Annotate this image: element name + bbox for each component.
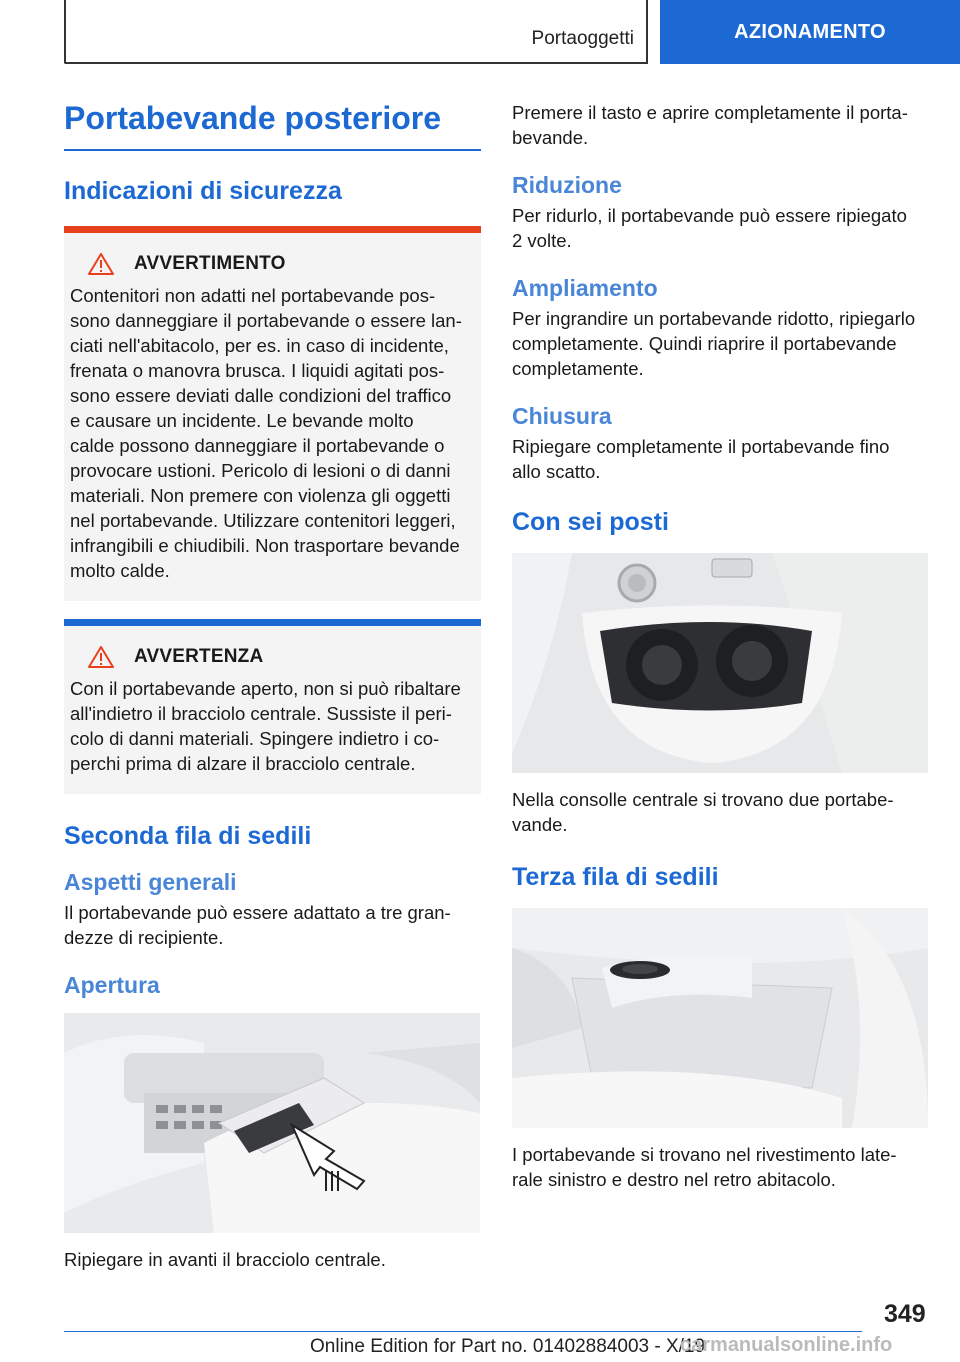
warning-line: frenata o manovra brusca. I liquidi agitati pos- [70, 360, 445, 381]
third-row-heading: Terza fila di sedili [512, 863, 719, 891]
body-line: Ripiegare completamente il portabevande fino [512, 436, 890, 457]
warning-line: e causare un incidente. Le bevande molto [70, 410, 414, 431]
expand-heading: Ampliamento [512, 275, 658, 301]
warning-line: ciati nell'abitacolo, per es. in caso di incidente, [70, 335, 449, 356]
warning-triangle-icon [88, 646, 114, 668]
body-line: Per ingrandire un portabevande ridotto, ripiegarlo [512, 308, 916, 329]
header-chapter-tab[interactable]: AZIONAMENTO [660, 0, 960, 64]
close-heading: Chiusura [512, 403, 612, 429]
page-title: Portabevande posteriore [64, 100, 481, 151]
six-seats-heading: Con sei posti [512, 508, 669, 536]
warning-line: infrangibili e chiudibili. Non trasportare bevande [70, 535, 460, 556]
body-line: completamente. [512, 358, 644, 379]
third-row-caption: rale sinistro e destro nel retro abitacolo. [512, 1169, 836, 1190]
left-column [64, 100, 481, 1272]
center-console-photo [512, 553, 928, 773]
warning-line: materiali. Non premere con violenza gli oggetti [70, 485, 451, 506]
third-row-photo [512, 908, 928, 1128]
reduce-heading: Riduzione [512, 172, 622, 198]
body-line: dezze di recipiente. [64, 927, 224, 948]
warning-line: colo di danni materiali. Spingere indietro i co- [70, 728, 440, 749]
warning-box-avvertimento [64, 226, 481, 601]
warning-line: molto calde. [70, 560, 170, 581]
body-line: completamente. Quindi riaprire il portabevande [512, 333, 897, 354]
general-heading: Aspetti generali [64, 869, 237, 895]
warning-line: sono danneggiare il portabevande o essere lan- [70, 310, 462, 331]
second-row-heading: Seconda fila di sedili [64, 822, 312, 850]
header-section-title: Portaoggetti [531, 28, 634, 49]
warning-triangle-icon [88, 253, 114, 275]
safety-heading: Indicazioni di sicurezza [64, 177, 342, 205]
body-line: Il portabevande può essere adattato a tre gran- [64, 902, 451, 923]
warning-line: sono essere deviati dalle condizioni del traffico [70, 385, 452, 406]
footer-edition: Online Edition for Part no. 01402884003 - X/19 [310, 1336, 706, 1357]
warning-line: provocare ustioni. Pericolo di lesioni o di danni [70, 460, 451, 481]
armrest-photo [64, 1013, 480, 1233]
body-line: allo scatto. [512, 461, 601, 482]
warning-title: AVVERTENZA [134, 646, 264, 667]
warning-line: all'indietro il bracciolo centrale. Sussiste il peri- [70, 703, 452, 724]
opening-caption: Ripiegare in avanti il bracciolo centrale. [64, 1249, 386, 1270]
body-line: Per ridurlo, il portabevande può essere ripiegato [512, 205, 907, 226]
body-line: 2 volte. [512, 230, 572, 251]
body-line: Premere il tasto e aprire completamente il porta- [512, 102, 908, 123]
six-seats-caption: Nella consolle centrale si trovano due portabe- [512, 789, 894, 810]
third-row-caption: I portabevande si trovano nel rivestimento late- [512, 1144, 897, 1165]
warning-line: perchi prima di alzare il bracciolo centrale. [70, 753, 416, 774]
warning-line: calde possono danneggiare il portabevande o [70, 435, 445, 456]
body-line: bevande. [512, 127, 589, 148]
warning-line: Contenitori non adatti nel portabevande pos- [70, 285, 436, 306]
warning-box-avvertenza [64, 619, 481, 794]
warning-line: Con il portabevande aperto, non si può ribaltare [70, 678, 461, 699]
six-seats-caption: vande. [512, 814, 568, 835]
page-number: 349 [884, 1300, 926, 1328]
warning-line: nel portabevande. Utilizzare contenitori leggeri, [70, 510, 456, 531]
warning-title: AVVERTIMENTO [134, 253, 286, 274]
watermark: carmanualsonline.info [680, 1334, 893, 1356]
right-column [512, 100, 928, 1192]
opening-heading: Apertura [64, 972, 160, 998]
footer-divider [64, 1331, 862, 1332]
